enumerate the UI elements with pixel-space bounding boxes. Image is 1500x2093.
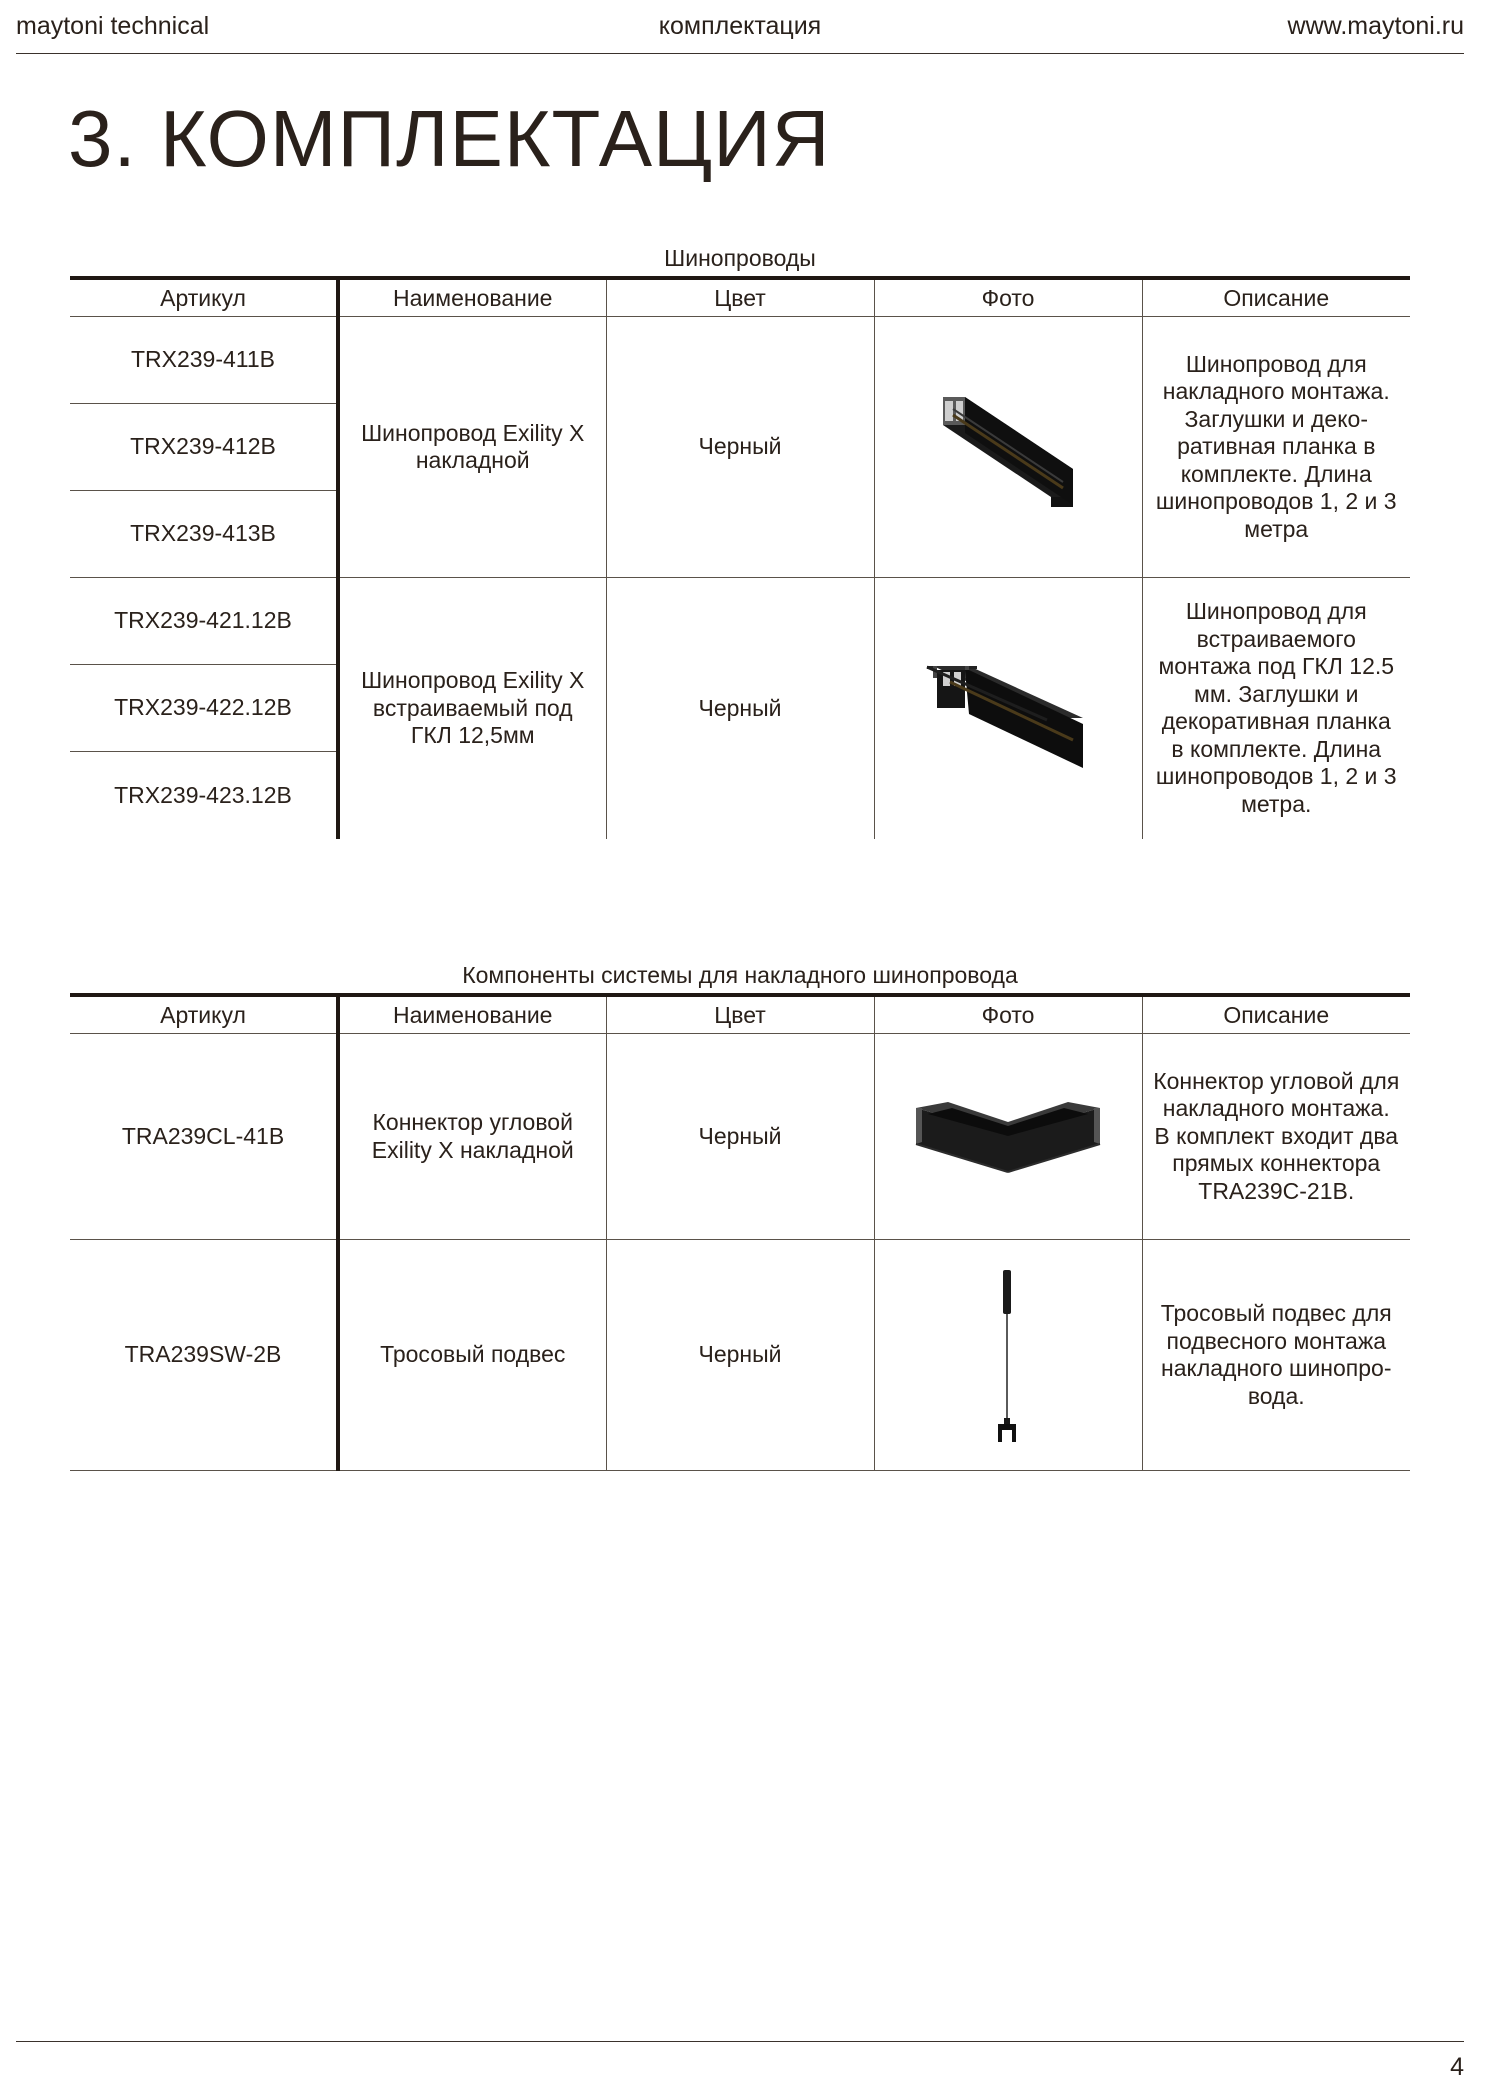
website-link[interactable]: www.maytoni.ru [1287, 12, 1464, 40]
table-row [70, 1240, 1410, 1471]
name-cell: Шинопровод Exility X накладной [338, 317, 606, 578]
col-color: Цвет [606, 995, 874, 1034]
name-cell: Шинопровод Exility X встраиваемый под ГКЛ 12,5мм [338, 578, 606, 839]
photo-cell [874, 317, 1142, 578]
header-section: комплектация [658, 12, 822, 40]
table-row [70, 1034, 1410, 1240]
table2-title: Компоненты системы для накладного шинопровода [462, 962, 1018, 988]
page-footer-rule [16, 2041, 1464, 2042]
page-number: 4 [1450, 2053, 1464, 2081]
color-cell: Черный [606, 1240, 874, 1471]
article-cell: TRX239-411B [70, 317, 338, 404]
col-photo: Фото [874, 278, 1142, 317]
page-header [16, 0, 1464, 54]
color-cell: Черный [606, 578, 874, 839]
article-cell: TRX239-413B [70, 491, 338, 578]
col-description: Описание [1142, 278, 1410, 317]
description-cell: Коннектор угловой для накладного монтажа. В комплект входит два прямых коннектора TRA239C-21B. [1142, 1034, 1410, 1240]
busbar-table [70, 276, 1410, 839]
article-cell: TRX239-412B [70, 404, 338, 491]
col-photo: Фото [874, 995, 1142, 1034]
article-cell: TRX239-422.12B [70, 665, 338, 752]
photo-cell [874, 1034, 1142, 1240]
article-cell: TRX239-423.12B [70, 752, 338, 839]
cable-suspension-icon [988, 1260, 1028, 1450]
table1-title: Шинопроводы [664, 245, 816, 271]
photo-cell [874, 578, 1142, 839]
article-cell: TRA239CL-41B [70, 1034, 338, 1240]
description-cell: Шинопровод для встраиваемого монтажа под ГКЛ 12.5 мм. Заглушки и декоративная планка в комплекте. Длина шинопроводов 1, 2 и 3 метра. [1155, 598, 1397, 817]
description-cell: Шинопровод для накладного монтажа. Заглушки и деко-ративная планка в комплекте. Длина шинопроводов 1, 2 и 3 метра [1142, 317, 1410, 578]
col-name: Наименование [338, 995, 606, 1034]
article-cell: TRX239-421.12B [70, 578, 338, 665]
surface-track-icon [923, 387, 1093, 507]
col-description: Описание [1142, 995, 1410, 1034]
photo-cell [874, 1240, 1142, 1471]
name-cell: Тросовый подвес [338, 1240, 606, 1471]
col-article: Артикул [70, 995, 338, 1034]
color-cell: Черный [606, 1034, 874, 1240]
description-cell: Тросовый подвес для подвесного монтажа накладного шинопро-вода. [1142, 1240, 1410, 1471]
article-cell: TRA239SW-2B [70, 1240, 338, 1471]
col-name: Наименование [338, 278, 606, 317]
col-article: Артикул [70, 278, 338, 317]
name-cell: Коннектор угловой Exility X накладной [338, 1034, 606, 1240]
page-title: 3. КОМПЛЕКТАЦИЯ [68, 94, 831, 183]
brand-name: maytoni technical [16, 12, 210, 40]
recessed-track-icon [923, 648, 1093, 768]
corner-connector-icon [908, 1092, 1108, 1182]
col-color: Цвет [606, 278, 874, 317]
components-table [70, 993, 1410, 1471]
color-cell: Черный [606, 317, 874, 578]
